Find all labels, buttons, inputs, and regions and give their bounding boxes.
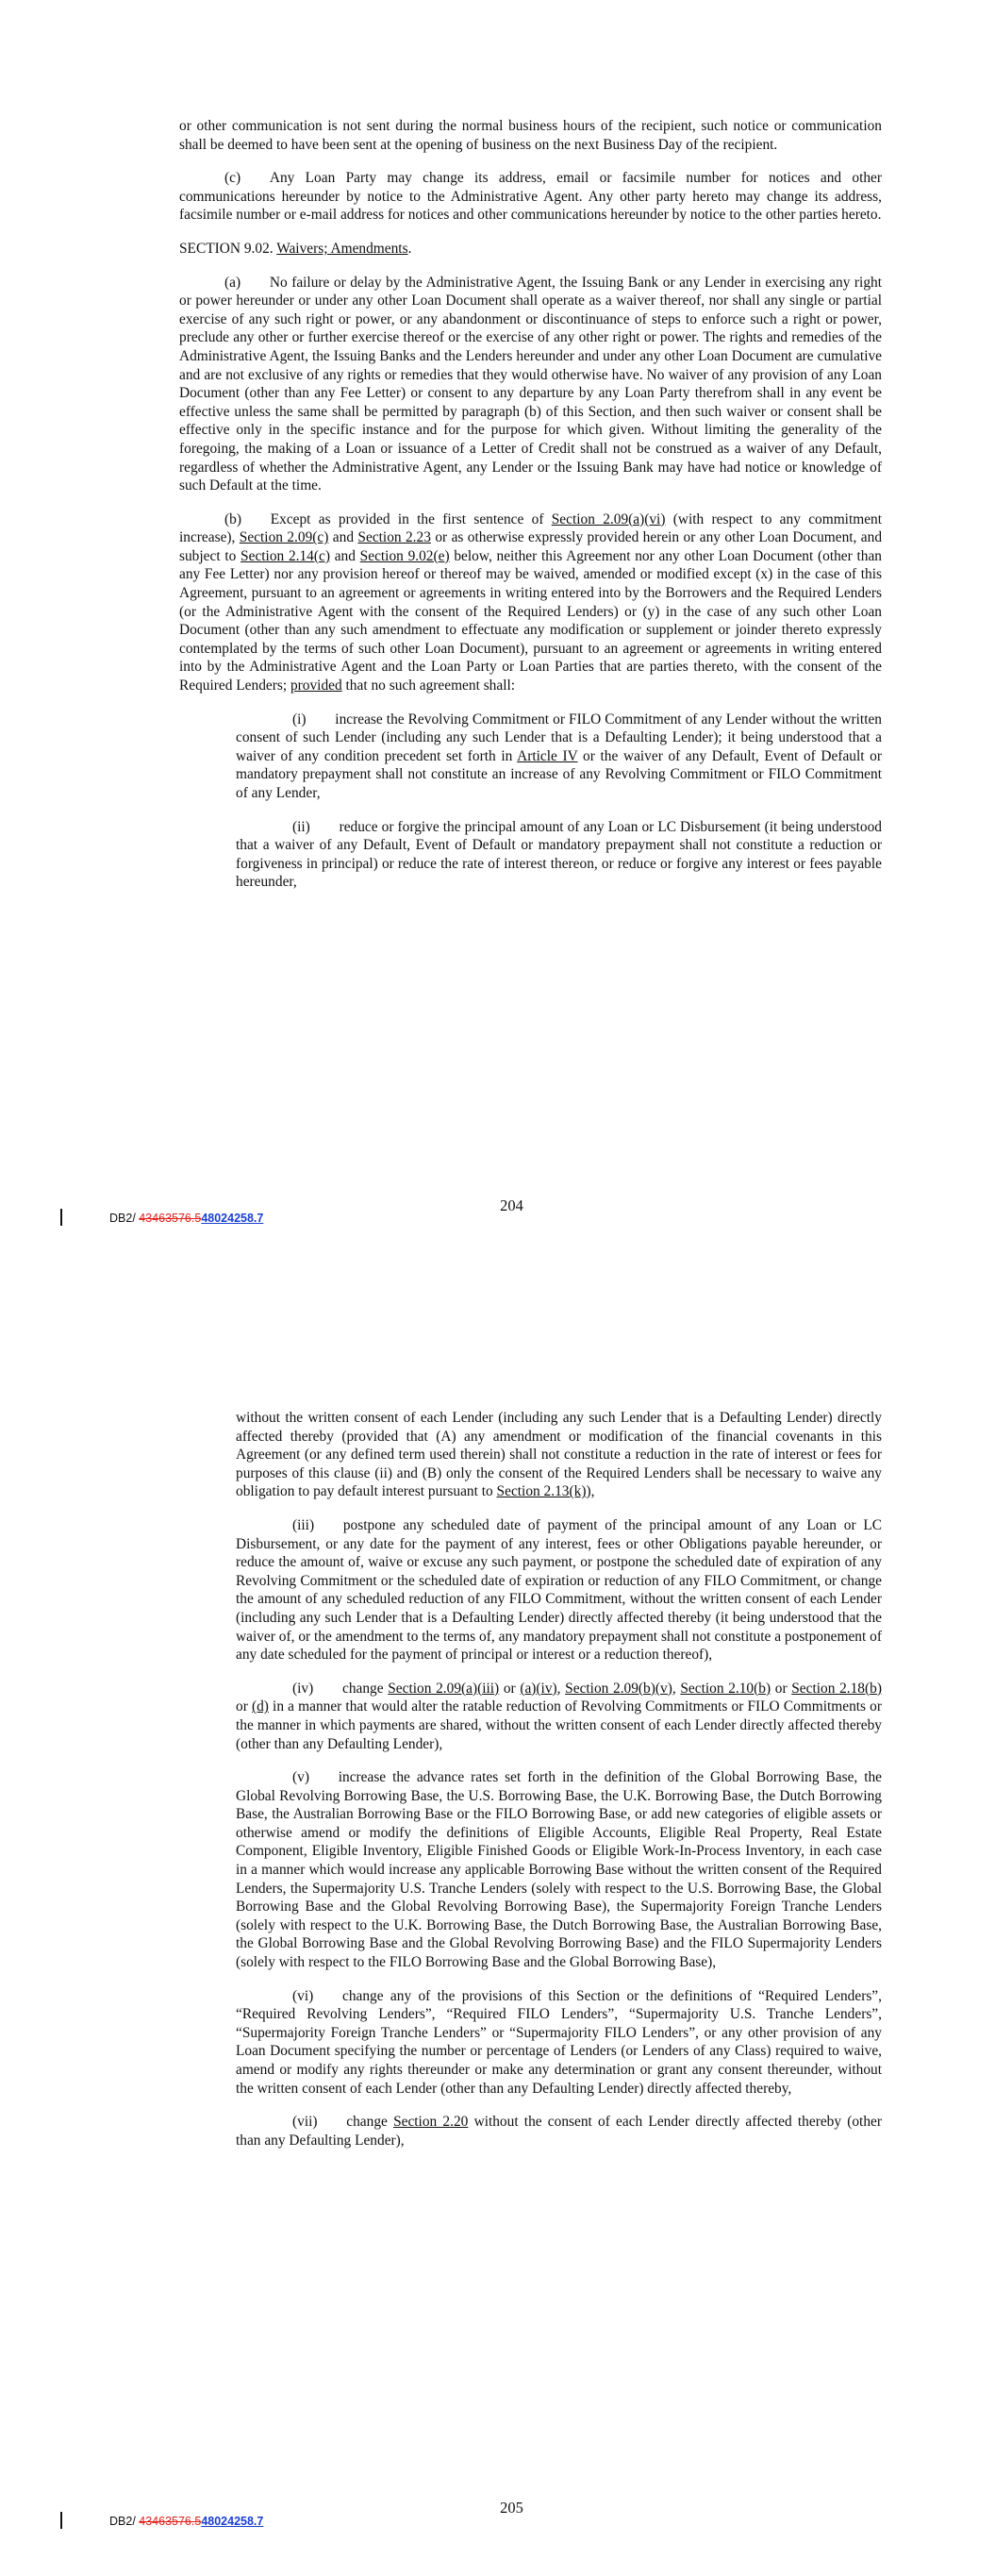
document-id-footer [62,1212,263,1225]
clause-iii: (iii) postpone any scheduled date of payment of the principal amount of any Loan or LC Disbursement, or any date for the payment of any interest, fees or other Obligations payable hereunder, or reduce the amount of, waive or excuse any such payment, or postpone the scheduled date of expiration of any Revolving Commitment or the scheduled date of expiration or reduction of any FILO Commitment, or change the amount of any scheduled reduction of any FILO Commitment, without the written consent of each Lender (including any such Lender that is a Defaulting Lender) directly affected thereby (it being understood that the waiver of, or the amendment to the terms of, any mandatory prepayment shall not constitute a postponement of any date scheduled for the payment of principal or interest or a reduction thereof), [236,1516,882,1664]
clause-vi: (vi) change any of the provisions of this Section or the definitions of “Required Lenders”, “Required Revolving Lenders”, “Required FILO Lenders”, “Supermajority U.S. Tranche Lenders”, “Supermajority Foreign Tranche Lenders” or “Supermajority FILO Lenders”, or any other provision of any Loan Document specifying the number or percentage of Lenders (or Lenders of any Class) required to waive, amend or modify any rights thereunder or make any determination or grant any consent thereunder, without the written consent of each Lender (other than any Defaulting Lender) directly affected thereby, [236,1987,882,2097]
text-run: or as otherwise expressly provided herein or any other Loan Document, and subject to [179,529,883,564]
clause-vii [236,2113,882,2149]
text-run: and [328,529,358,546]
section-title: Waivers; Amendments [276,240,408,257]
paragraph-c: (c) Any Loan Party may change its address, email or facsimile number for notices and other communications hereunder by notice to the Administrative Agent. Any other party hereto may change its address, facsimile number or e-mail address for notices and other communications hereunder by notice to the other parties hereto. [179,170,882,224]
section-heading [179,240,882,259]
proviso-term: provided [290,677,342,694]
text-run: , [556,1680,566,1697]
text-run: that no such agreement shall: [341,677,516,694]
section-reference: Section 2.13(k) [496,1483,587,1500]
paragraph-continuation: or other communication is not sent during the normal business hours of the recipient, such notice or communication shall be deemed to have been sent at the opening of business on the next Business Day of the recipient. [179,118,882,153]
footer-prefix: DB2/ [109,2515,140,2528]
section-reference: (d) [251,1698,269,1715]
section-reference: Section 9.02(e) [359,547,450,564]
paragraph-b [179,510,882,695]
page-body [179,1409,882,2165]
document-id-footer [62,2515,263,2528]
page-body [179,117,882,907]
inserted-doc-id: 48024258.7 [201,1212,264,1225]
clause-iv [236,1680,882,1753]
section-reference: (a)(iv) [520,1680,557,1697]
section-reference: Section 2.14(c) [240,547,330,564]
text-run: in a manner that would alter the ratable reduction of Revolving Commitments or FILO Commitments or the manner in which payments are shared, without the written consent of each Lender directly affected thereby (other than any Defaulting Lender), [236,1698,882,1752]
deleted-doc-id: 43463576.5 [139,1212,202,1225]
text-run: or [499,1680,521,1697]
text-run: without the written consent of each Lender (including any such Lender that is a Defaulting Lender) directly affected thereby (provided that (A) any amendment or modification of the financial covenants in this Agreement (or any defined term used therein) shall not constitute a reduction in the rate of interest or fees for purposes of this clause (ii) and (B) only the consent of the Required Lenders shall be necessary to waive any obligation to pay default interest pursuant to [236,1410,882,1500]
clause-ii-continuation [236,1409,882,1501]
deleted-doc-id: 43463576.5 [139,2515,202,2528]
document-page-205 [0,1288,995,2543]
section-reference: Section 2.09(a)(vi) [551,510,666,527]
section-reference: Section 2.18(b) [791,1680,882,1697]
text-run: (vii) change [292,2114,394,2131]
inserted-doc-id: 48024258.7 [201,2515,264,2528]
text-run: ), [586,1483,595,1500]
footer-prefix: DB2/ [109,1212,140,1225]
text-run: (with respect to any commitment increase), [179,510,883,546]
section-reference: Section 2.09(c) [239,529,329,546]
text-run: and [329,547,360,564]
page-number: 205 [500,2499,523,2517]
text-run: (iv) change [292,1680,389,1697]
text-run: or [771,1680,792,1697]
clause-v: (v) increase the advance rates set forth in the definition of the Global Borrowing Base, the Global Revolving Borrowing Base, the U.S. Borrowing Base, the U.K. Borrowing Base, the Dutch Borrowing Base, the Australian Borrowing Base or the FILO Borrowing Base, or add new categories of eligible assets or otherwise amend or modify the definitions of Eligible Accounts, Eligible Real Property, Real Estate Component, Eligible Inventory, Eligible Finished Goods or Eligible Work-In-Process Inventory, in each case in a manner which would increase any applicable Borrowing Base without the written consent of the Required Lenders, the Supermajority U.S. Tranche Lenders (solely with respect to the U.S. Borrowing Base, the Global Borrowing Base and the Global Revolving Borrowing Base), the Supermajority Foreign Tranche Lenders (solely with respect to the U.K. Borrowing Base, the Dutch Borrowing Base, the Australian Borrowing Base, the Global Borrowing Base and the Global Revolving Borrowing Base) and the FILO Supermajority Lenders (solely with respect to the FILO Borrowing Base and the Global Borrowing Base), [236,1769,882,1971]
section-number: SECTION 9.02. [179,240,277,257]
text-run: (i) increase the Revolving Commitment or FILO Commitment of any Lender without the written consent of such Lender (including any such Lender that is a Defaulting Lender); it being understood that a waiver of any condition precedent set forth in [236,711,882,764]
text-run: , [672,1680,681,1697]
page-number: 204 [500,1196,523,1214]
text-run: without the consent of each Lender directly affected thereby (other than any Defaulting Lender), [236,2114,882,2149]
clause-ii: (ii) reduce or forgive the principal amount of any Loan or LC Disbursement (it being understood that a waiver of any Default, Event of Default or mandatory prepayment shall not constitute a reduction or forgiveness in principal) or reduce the rate of interest thereon, or reduce or forgive any interest or fees payable hereunder, [236,818,882,891]
section-reference: Section 2.10(b) [680,1680,771,1697]
text-run: or [236,1698,252,1715]
section-reference: Section 2.20 [393,2114,469,2131]
document-page-204 [0,0,995,1255]
text-run: or the waiver of any Default, Event of Default or mandatory prepayment shall not constitute an increase of any Revolving Commitment or FILO Commitment of any Lender, [236,747,883,801]
section-reference: Section 2.23 [357,529,431,546]
section-heading-suffix: . [407,240,412,257]
text-run: below, neither this Agreement nor any other Loan Document (other than any Fee Letter) nor any provision hereof or thereof may be waived, amended or modified except (x) in the case of this Agreement, pursuant to an agreement or agreements in writing entered into by the Borrowers and the Required Lenders (or the Administrative Agent with the consent of the Required Lenders) or (y) in the case of any such other Loan Document (other than any such amendment to effectuate any modification or supplement or joinder thereto expressly contemplated by the terms of such other Loan Document), pursuant to an agreement or agreements in writing entered into by the Administrative Agent and the Loan Party or Loan Parties that are parties thereto, with the consent of the Required Lenders; [179,547,882,694]
section-reference: Section 2.09(a)(iii) [388,1680,500,1697]
paragraph-a: (a) No failure or delay by the Administrative Agent, the Issuing Bank or any Lender in exercising any right or power hereunder or under any other Loan Document shall operate as a waiver thereof, nor shall any single or partial exercise of any such right or power, or any abandonment or discontinuance of steps to enforce such a right or power, preclude any other or further exercise thereof or the exercise of any other right or power. The rights and remedies of the Administrative Agent, the Issuing Banks and the Lenders hereunder and under any other Loan Document are cumulative and are not exclusive of any rights or remedies that they would otherwise have. No waiver of any provision of any Loan Document (other than any Fee Letter) or consent to any departure by any Loan Party therefrom shall in any event be effective unless the same shall be permitted by paragraph (b) of this Section, and then such waiver or consent shall be effective only in the specific instance and for the purpose for which given. Without limiting the generality of the foregoing, the making of a Loan or issuance of a Letter of Credit shall not be construed as a waiver of any Default, regardless of whether the Administrative Agent, any Lender or the Issuing Bank may have had notice or knowledge of such Default at the time. [179,274,882,494]
clause-i [236,711,882,803]
text-run: (b) Except as provided in the first sentence of [224,510,552,527]
article-reference: Article IV [517,747,578,764]
section-reference: Section 2.09(b)(v) [565,1680,672,1697]
